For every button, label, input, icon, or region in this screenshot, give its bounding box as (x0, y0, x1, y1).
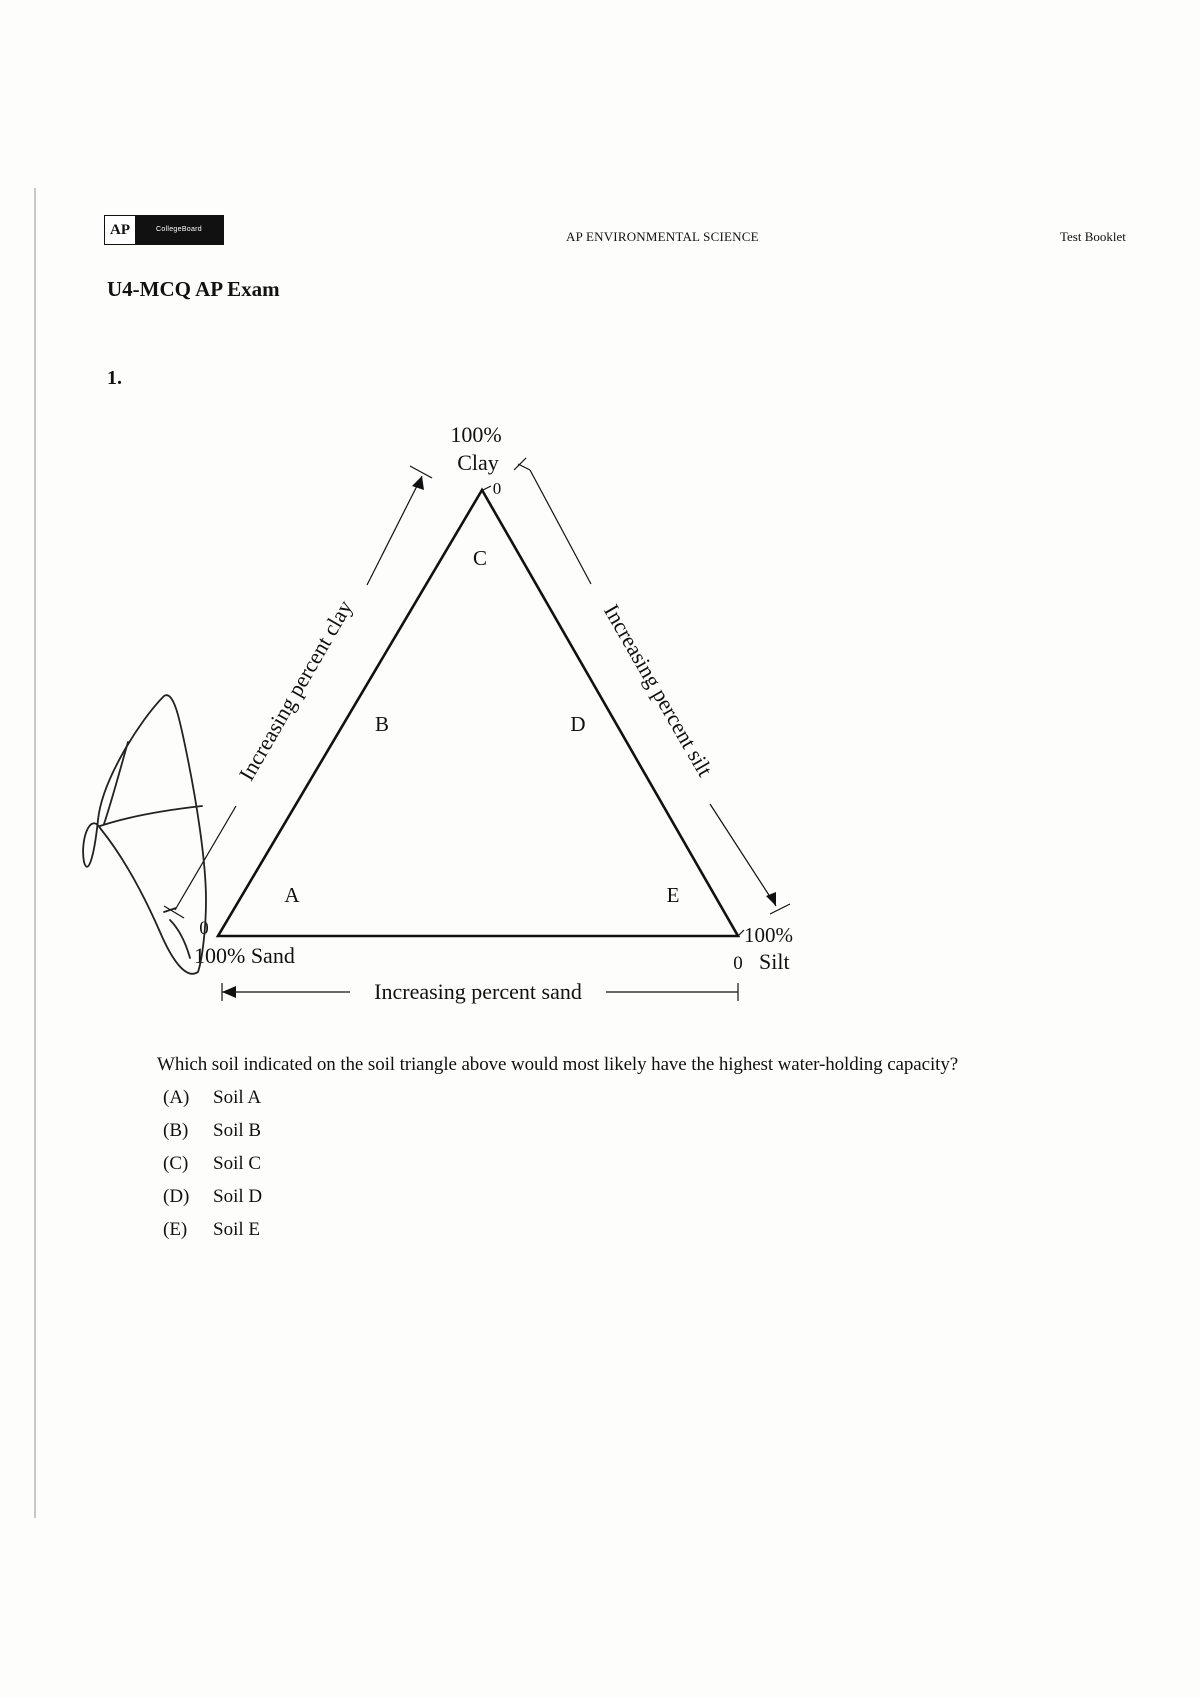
right-percent-label: 100% (744, 923, 793, 947)
point-e-label: E (666, 883, 680, 907)
sand-corner-label: 100% Sand (194, 943, 295, 968)
ap-logo-text: AP (105, 216, 135, 244)
choice-letter: (D) (163, 1186, 190, 1207)
point-c-label: C (472, 546, 488, 570)
choice-text: Soil A (213, 1087, 262, 1108)
header-booklet: Test Booklet (1060, 229, 1126, 244)
answer-choices (163, 1087, 262, 1252)
top-zero-label: 0 (492, 479, 502, 498)
collegeboard-logo-text: CollegeBoard (135, 216, 223, 244)
clay-axis-label: Increasing percent clay (233, 595, 358, 785)
header-subject: AP ENVIRONMENTAL SCIENCE (566, 229, 759, 244)
answer-choice-e[interactable] (163, 1219, 262, 1252)
question-number: 1. (107, 367, 122, 389)
point-d-label: D (570, 712, 586, 736)
sand-axis-label: Increasing percent sand (374, 979, 582, 1004)
top-zero-tick (483, 486, 491, 490)
choice-text: Soil B (213, 1120, 262, 1141)
choice-text: Soil D (213, 1186, 263, 1207)
point-a-label: A (284, 883, 300, 907)
right-zero-label: 0 (733, 953, 743, 974)
choice-letter: (E) (163, 1219, 188, 1240)
clay-label: Clay (457, 450, 499, 475)
silt-corner-label: Silt (759, 949, 790, 974)
choice-letter: (C) (163, 1153, 189, 1174)
left-zero-label: 0 (199, 918, 209, 939)
exam-title: U4-MCQ AP Exam (107, 277, 280, 301)
choice-text: Soil C (213, 1153, 262, 1174)
choice-text: Soil E (213, 1219, 260, 1240)
question-stem: Which soil indicated on the soil triangle above would most likely have the highest water-holding capacity? (157, 1054, 959, 1075)
top-percent-label: 100% (450, 422, 502, 447)
answer-choice-d[interactable] (163, 1186, 262, 1219)
handwritten-scribble (83, 695, 206, 974)
silt-axis-label: Increasing percent silt (599, 599, 718, 781)
answer-choice-c[interactable] (163, 1153, 262, 1186)
choice-letter: (B) (163, 1120, 189, 1141)
answer-choice-b[interactable] (163, 1120, 262, 1153)
choice-letter: (A) (163, 1087, 190, 1108)
point-b-label: B (374, 712, 390, 736)
answer-choice-a[interactable] (163, 1087, 262, 1120)
